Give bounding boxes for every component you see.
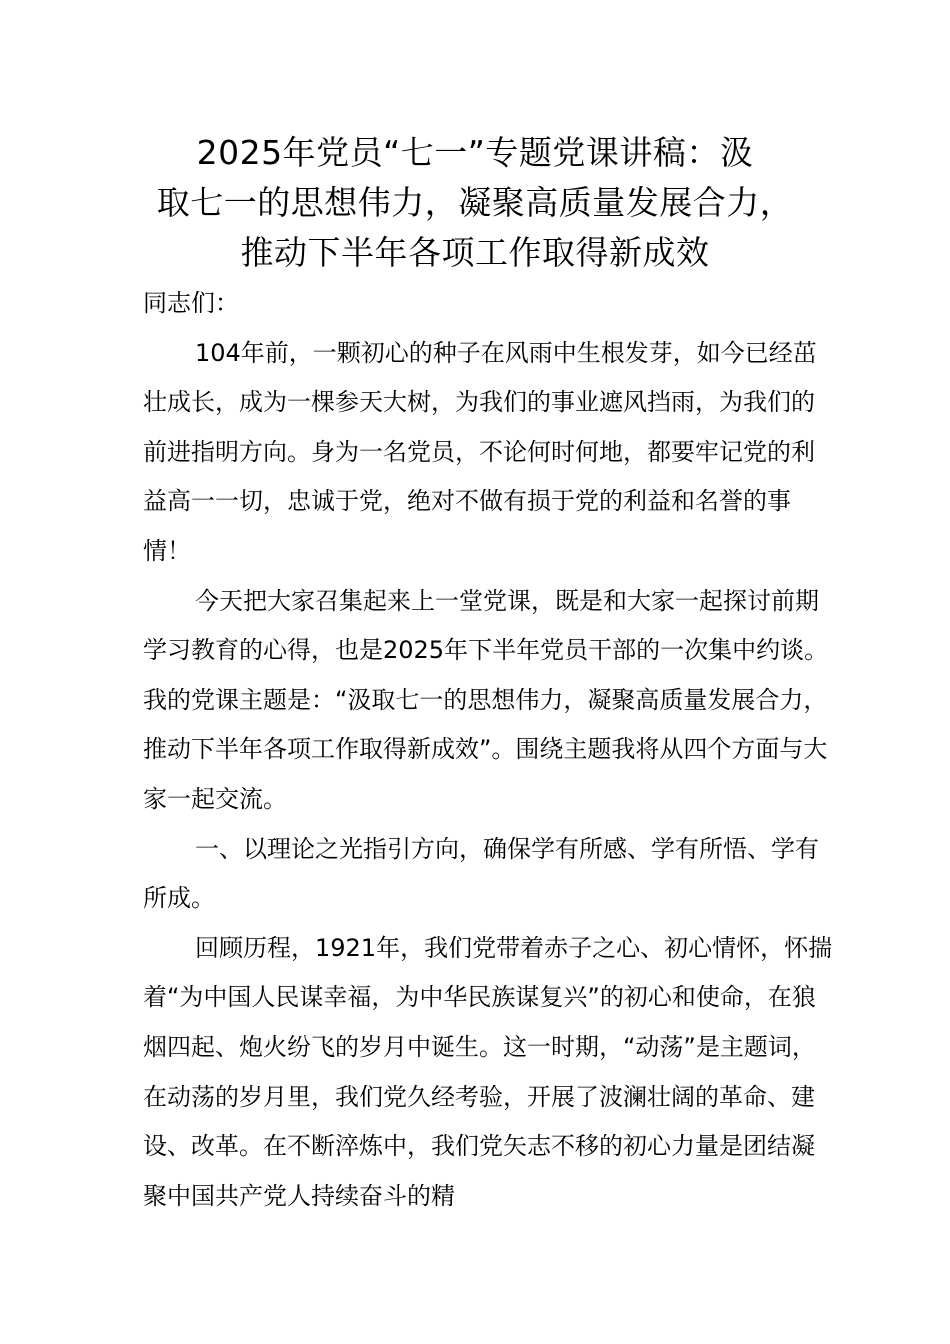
paragraph-theme: 今天把大家召集起来上一堂党课，既是和大家一起探讨前期学习教育的心得，也是2025年下半年党员干部的一次集中约谈。我的党课主题是：“汲取七一的思想伟力，凝聚高质量发展合力，推动下半年各项工作取得新成效”。围绕主题我将从四个方面与大家一起交流。 — [143, 586, 829, 813]
greeting: 同志们： — [143, 289, 239, 317]
paragraph-history: 回顾历程，1921年，我们党带着赤子之心、初心情怀，怀揣着“为中国人民谋幸福，为中华民族谋复兴”的初心和使命，在狼烟四起、炮火纷飞的岁月中诞生。这一时期，“动荡”是主题词，在动荡的岁月里，我们党久经考验，开展了波澜壮阔的革命、建设、改革。在不断淬炼中，我们党矢志不移的初心力量是团结凝聚中国共产党人持续奋斗的精 — [143, 933, 833, 1210]
section-heading-1: 一、以理论之光指引方向，确保学有所感、学有所悟、学有所成。 — [143, 834, 819, 913]
title-line-2: 取七一的思想伟力，凝聚高质量发展合力， — [156, 183, 794, 222]
title-line-1: 2025年党员“七一”专题党课讲稿：汲 — [196, 133, 754, 172]
document-title — [130, 128, 820, 278]
paragraph-opening: 104年前，一颗初心的种子在风雨中生根发芽，如今已经茁壮成长，成为一棵参天大树，为我们的事业遮风挡雨，为我们的前进指明方向。身为一名党员，不论何时何地，都要牢记党的利益高一一切，忠诚于党，绝对不做有损于党的利益和名誉的事情！ — [143, 338, 817, 565]
document-body — [143, 279, 833, 1221]
title-line-3: 推动下半年各项工作取得新成效 — [240, 233, 710, 272]
